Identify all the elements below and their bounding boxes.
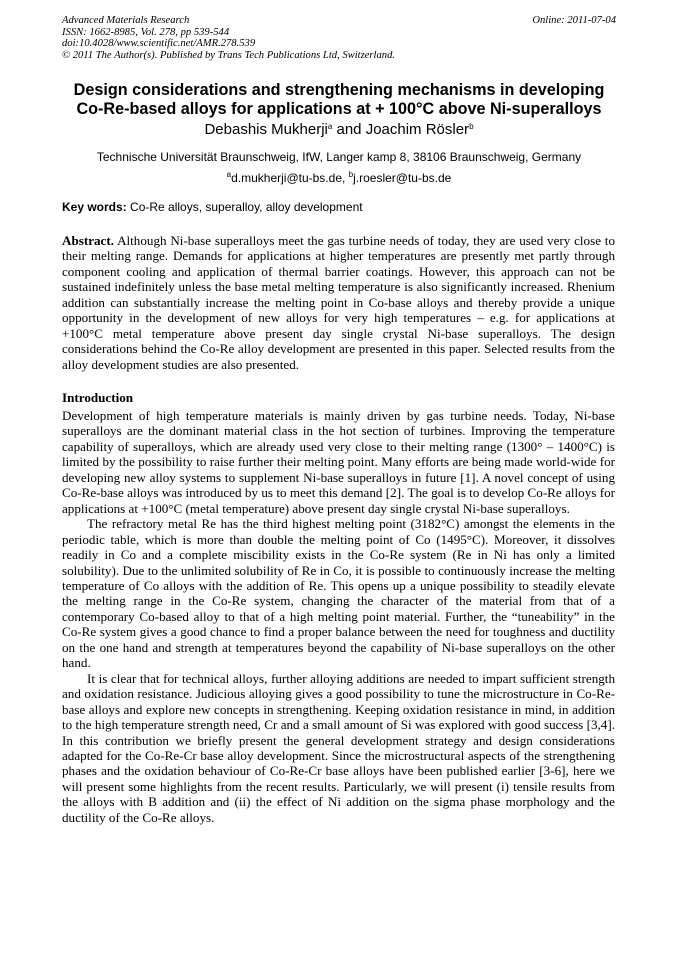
online-date: Online: 2011-07-04 (532, 15, 616, 26)
journal-name: Advanced Materials Research (62, 15, 190, 26)
journal-header (62, 15, 616, 61)
authors (0, 121, 678, 138)
keywords-label: Key words: (62, 200, 127, 214)
author-sup: b (469, 122, 474, 131)
affiliation: Technische Universität Braunschweig, IfW, Langer kamp 8, 38106 Braunschweig, Germany (96, 150, 582, 164)
emails (0, 171, 678, 185)
abstract-text: Although Ni-base superalloys meet the gas turbine needs of today, they are used very close to their melting range. Demands for applications at higher temperatures are presently met partly through component cooling and application of thermal barrier coatings. However, this approach can not be sustained indefinitely unless the base metal melting temperature is also significantly increased. Rhenium addition can substantially increase the melting point in Co-base alloys and thereby provide a unique opportunity in the development of new alloys for very high temperatures – e.g. for applications at +100°C metal temperature above present day single crystal Ni-base superalloys. The design considerations behind the Co-Re alloy development are presented in this paper. Selected results from the alloy development studies are also presented. (62, 233, 615, 372)
abstract (62, 233, 615, 372)
section-heading: Introduction (62, 390, 134, 405)
author-and: and (332, 121, 366, 138)
abstract-label: Abstract. (62, 233, 114, 248)
title-line: Co-Re-based alloys for applications at + 100°C above Ni-superalloys (76, 100, 602, 118)
title-line: Design considerations and strengthening mechanisms in developing (73, 81, 605, 99)
author-name: Debashis Mukherji (204, 121, 328, 138)
introduction-body (62, 408, 615, 825)
doi: doi:10.4028/www.scientific.net/AMR.278.539 (62, 38, 256, 50)
email-sup: b (348, 170, 354, 179)
author-name: Joachim Rösler (365, 121, 470, 138)
author-sup: a (327, 122, 333, 131)
paragraph: The refractory metal Re has the third highest melting point (3182°C) amongst the elements in the periodic table, which is more than double the melting point of Co (1495°C). Moreover, it dissolves readily in Co and a complete miscibility exists in the Co-Re system (Re in Ni has only a limited solubility). Due to the unlimited solubility of Re in Co, it is possible to continuously increase the melting temperature of Co alloys with the addition of Re. This opens up a unique possibility to steadily elevate the melting range in the Co-Re system, changing the character of the material from that of a contemporary Co-based alloy to that of a high melting point material. Further, the “tuneability” in the Co-Re system gives a good chance to find a proper balance between the need for toughness and ductility on the one hand and strength at temperatures beyond the capability of Ni-base superalloys on the other hand. (62, 516, 615, 671)
keywords-text: Co-Re alloys, superalloy, alloy development (126, 200, 363, 214)
issn: ISSN: 1662-8985, Vol. 278, pp 539-544 (62, 26, 230, 38)
paper-title (40, 81, 638, 119)
copyright: © 2011 The Author(s). Published by Trans Tech Publications Ltd, Switzerland. (62, 49, 396, 61)
paragraph: Development of high temperature materials is mainly driven by gas turbine needs. Today, Ni-base superalloys are the dominant material class in the hot section of turbines. Improving the temperature capability of superalloys, which are already used very close to their melting range (1300° – 1400°C) is limited by the possibility to raise further their melting point. Many efforts are being made world-wide for developing new alloy systems to supplement Ni-base superalloys in future [1]. A novel concept of using Co-Re-base alloys was introduced by us to meet this demand [2]. The goal is to develop Co-Re alloys for applications at +100°C (metal temperature) above present day single crystal Ni-base superalloys. (62, 408, 615, 516)
paragraph: It is clear that for technical alloys, further alloying additions are needed to impart sufficient strength and oxidation resistance. Judicious alloying gives a good possibility to tune the microstructure in Co-Re-base alloys and explore new concepts in strengthening. Keeping oxidation resistance in mind, in addition to the high temperature strength need, Cr and a small amount of Si was explored with good success [3,4]. In this contribution we briefly present the general development strategy and design considerations adapted for the Co-Re-Cr base alloy development. Since the microstructural aspects of the strengthening phases and the oxidation behaviour of Co-Re-Cr base alloys have been published earlier [3-6], here we will present some highlights from the recent results. Particularly, we will present (i) tensile results from the alloys with B addition and (ii) the effect of Ni addition on the sigma phase morphology and the ductility of the Co-Re alloys. (62, 670, 615, 825)
keywords (62, 200, 363, 214)
email-sup: a (226, 170, 232, 179)
email: d.mukherji@tu-bs.de, (231, 171, 349, 185)
email: j.roesler@tu-bs.de (353, 171, 452, 185)
